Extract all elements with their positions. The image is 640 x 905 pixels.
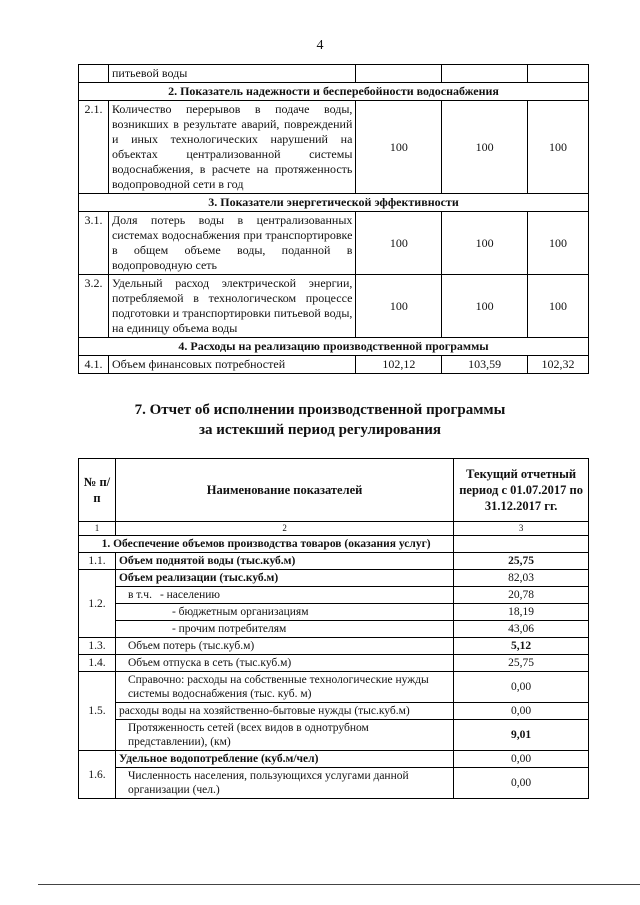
row-number: 2.1. — [79, 101, 109, 194]
table-row — [79, 553, 589, 570]
table-row — [79, 703, 589, 720]
section-heading: 3. Показатели энергетической эффективности — [79, 194, 589, 212]
row-description: Удельный расход электрической энергии, потребляемой в технологическом процессе подготовки и транспортировки питьевой воды, на единицу объема воды — [108, 275, 355, 338]
sub-row-prefix: в т.ч. — [127, 589, 152, 601]
header-period: Текущий отчетный период с 01.07.2017 по 31.12.2017 гг. — [454, 459, 589, 522]
row-description: Доля потерь воды в централизованных системах водоснабжения при транспортировке в общем объеме воды, поданной в водопроводную сеть — [108, 212, 355, 275]
header-number: № п/п — [79, 459, 116, 522]
header-name: Наименование показателей — [115, 459, 453, 522]
table-row — [79, 212, 589, 275]
table-cell — [442, 65, 528, 83]
table-cell — [79, 65, 109, 83]
row-number: 1.6. — [79, 751, 116, 799]
value-cell: 0,00 — [454, 672, 589, 703]
table-cell — [454, 536, 589, 553]
row-name: Численность населения, пользующихся услугами данной организации (чел.) — [115, 768, 453, 799]
table-row — [79, 570, 589, 587]
table-row — [79, 275, 589, 338]
report-title-line: 7. Отчет об исполнении производственной программы — [134, 402, 506, 418]
value-cell: 100 — [442, 101, 528, 194]
column-number: 1 — [79, 522, 116, 536]
column-number: 3 — [454, 522, 589, 536]
value-cell: 100 — [356, 101, 442, 194]
value-cell: 0,00 — [454, 768, 589, 799]
row-name: расходы воды на хозяйственно-бытовые нужды (тыс.куб.м) — [115, 703, 453, 720]
table-row — [79, 672, 589, 703]
table-row — [79, 101, 589, 194]
table-row — [79, 356, 589, 374]
row-number: 3.1. — [79, 212, 109, 275]
value-cell: 9,01 — [454, 720, 589, 751]
value-cell: 100 — [356, 212, 442, 275]
column-number-row — [79, 522, 589, 536]
row-number: 1.3. — [79, 638, 116, 655]
value-cell: 100 — [442, 275, 528, 338]
report-title-line: за истекший период регулирования — [198, 422, 442, 438]
value-cell: 102,12 — [356, 356, 442, 374]
page-edge-line — [38, 884, 640, 885]
table-row — [79, 655, 589, 672]
value-cell: 0,00 — [454, 703, 589, 720]
row-name: Протяженность сетей (всех видов в однотрубном представлении), (км) — [115, 720, 453, 751]
row-number: 1.2. — [79, 570, 116, 638]
row-number: 1.4. — [79, 655, 116, 672]
report-table — [78, 458, 589, 799]
report-title — [0, 400, 640, 440]
table-row — [79, 587, 589, 604]
value-cell: 25,75 — [454, 655, 589, 672]
sub-row-name: - бюджетным организациям — [115, 604, 453, 621]
value-cell: 102,32 — [528, 356, 589, 374]
table-cell — [528, 65, 589, 83]
value-cell: 100 — [442, 212, 528, 275]
value-cell: 0,00 — [454, 751, 589, 768]
row-name: Справочно: расходы на собственные технологические нужды системы водоснабжения (тыс. куб. м) — [115, 672, 453, 703]
section-row — [79, 338, 589, 356]
value-cell: 18,19 — [454, 604, 589, 621]
indicators-table — [78, 64, 589, 374]
page-number: 4 — [316, 38, 324, 53]
column-number: 2 — [115, 522, 453, 536]
sub-row-label: - населению — [159, 589, 221, 601]
value-cell: 82,03 — [454, 570, 589, 587]
row-description: Количество перерывов в подаче воды, возникших в результате аварий, повреждений и иных технологических нарушений на объектах централизованной системы водоснабжения, в расчете на протяженность водопроводной сети в год — [108, 101, 355, 194]
table-row — [79, 751, 589, 768]
row-name: Объем отпуска в сеть (тыс.куб.м) — [115, 655, 453, 672]
row-name: Объем реализации (тыс.куб.м) — [115, 570, 453, 587]
section-heading: 2. Показатель надежности и бесперебойности водоснабжения — [79, 83, 589, 101]
table-row — [79, 720, 589, 751]
header-row — [79, 459, 589, 522]
value-cell: 103,59 — [442, 356, 528, 374]
table-cell: питьевой воды — [108, 65, 355, 83]
value-cell: 100 — [528, 212, 589, 275]
value-cell: 100 — [528, 275, 589, 338]
row-description: Объем финансовых потребностей — [108, 356, 355, 374]
value-cell: 20,78 — [454, 587, 589, 604]
row-number: 1.1. — [79, 553, 116, 570]
section-row — [79, 83, 589, 101]
row-name: Объем поднятой воды (тыс.куб.м) — [115, 553, 453, 570]
row-name: Удельное водопотребление (куб.м/чел) — [115, 751, 453, 768]
table-row — [79, 65, 589, 83]
table-cell — [356, 65, 442, 83]
table-row — [79, 768, 589, 799]
value-cell: 43,06 — [454, 621, 589, 638]
table-row — [79, 604, 589, 621]
section-row — [79, 536, 589, 553]
row-number: 3.2. — [79, 275, 109, 338]
row-name: Объем потерь (тыс.куб.м) — [115, 638, 453, 655]
value-cell: 100 — [528, 101, 589, 194]
table-row — [79, 638, 589, 655]
row-number: 1.5. — [79, 672, 116, 751]
section-row — [79, 194, 589, 212]
sub-row-name: - прочим потребителям — [115, 621, 453, 638]
section-heading: 4. Расходы на реализацию производственной программы — [79, 338, 589, 356]
value-cell: 25,75 — [454, 553, 589, 570]
value-cell: 100 — [356, 275, 442, 338]
row-number: 4.1. — [79, 356, 109, 374]
value-cell: 5,12 — [454, 638, 589, 655]
sub-row-name — [115, 587, 453, 604]
section-heading: 1. Обеспечение объемов производства товаров (оказания услуг) — [79, 536, 454, 553]
table-row — [79, 621, 589, 638]
